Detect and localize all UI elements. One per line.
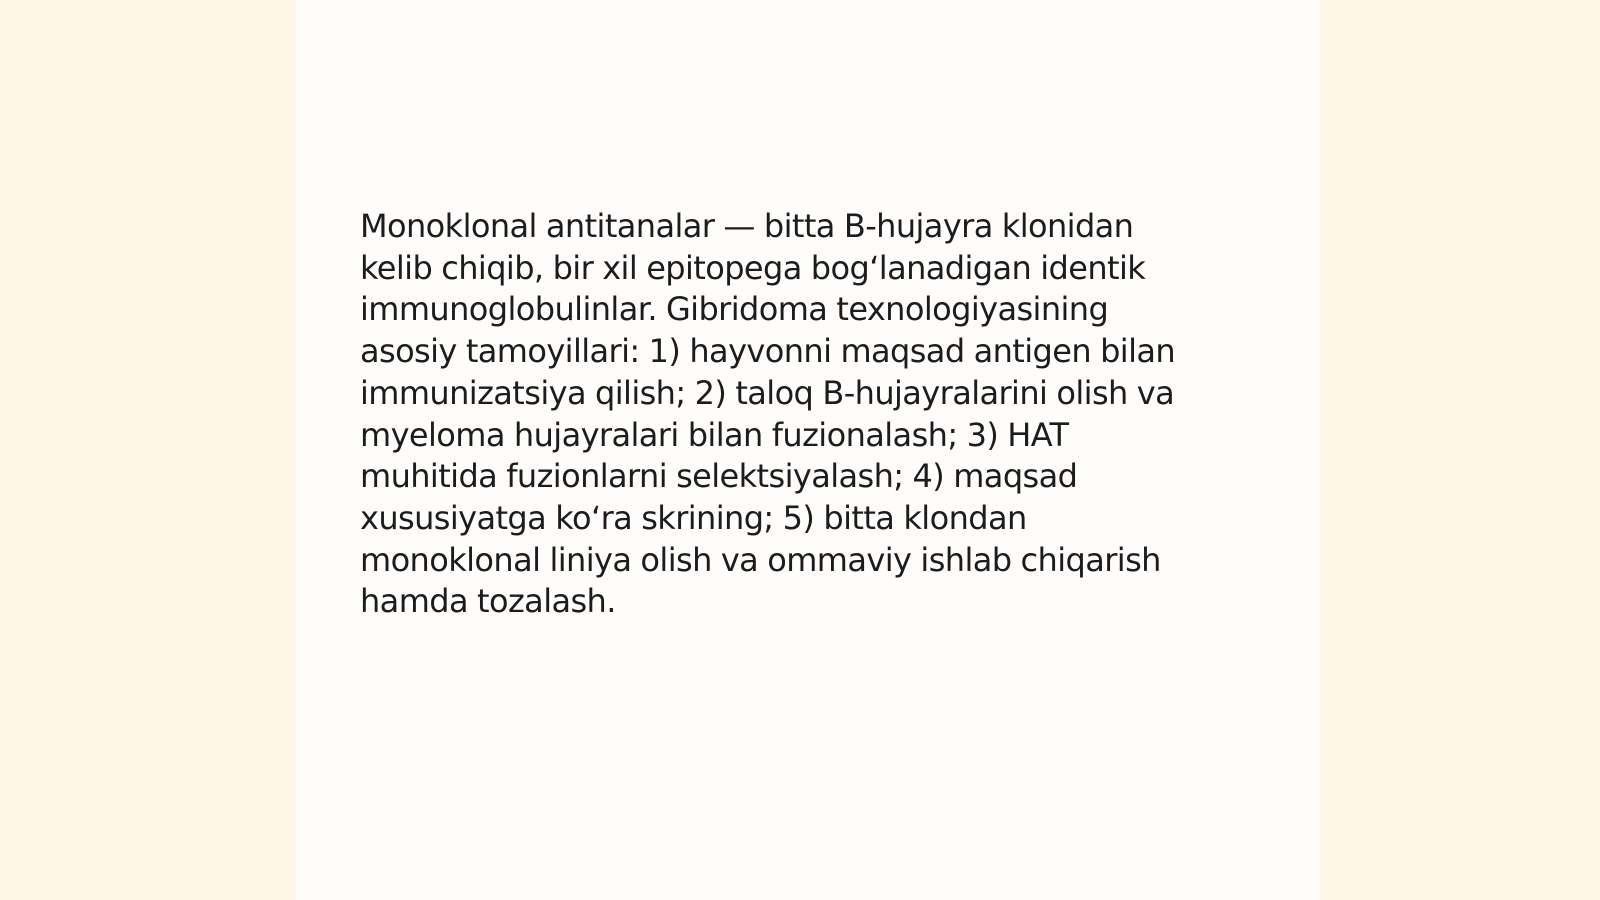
paragraph-line: myeloma hujayralari bilan fuzionalash; 3) HAT [360, 415, 1069, 454]
paragraph-line: monoklonal liniya olish va ommaviy ishlab chiqarish [360, 540, 1161, 579]
paragraph-line: kelib chiqib, bir xil epitopega bogʻlanadigan identik [360, 248, 1146, 287]
paragraph-line: immunoglobulinlar. Gibridoma texnologiyasining [360, 290, 1109, 329]
paragraph-line: immunizatsiya qilish; 2) taloq B-hujayralarini olish va [360, 373, 1175, 412]
paragraph-line: xususiyatga koʻra skrining; 5) bitta klondan [360, 498, 1027, 537]
document-page [296, 0, 1320, 900]
paragraph-line: asosiy tamoyillari: 1) hayvonni maqsad antigen bilan [360, 332, 1176, 371]
paragraph-line: muhitida fuzionlarni selektsiyalash; 4) maqsad [360, 457, 1078, 496]
body-paragraph [360, 206, 1240, 623]
paragraph-line: hamda tozalash. [360, 582, 616, 621]
paragraph-line: Monoklonal antitanalar — bitta B-hujayra klonidan [360, 207, 1134, 245]
